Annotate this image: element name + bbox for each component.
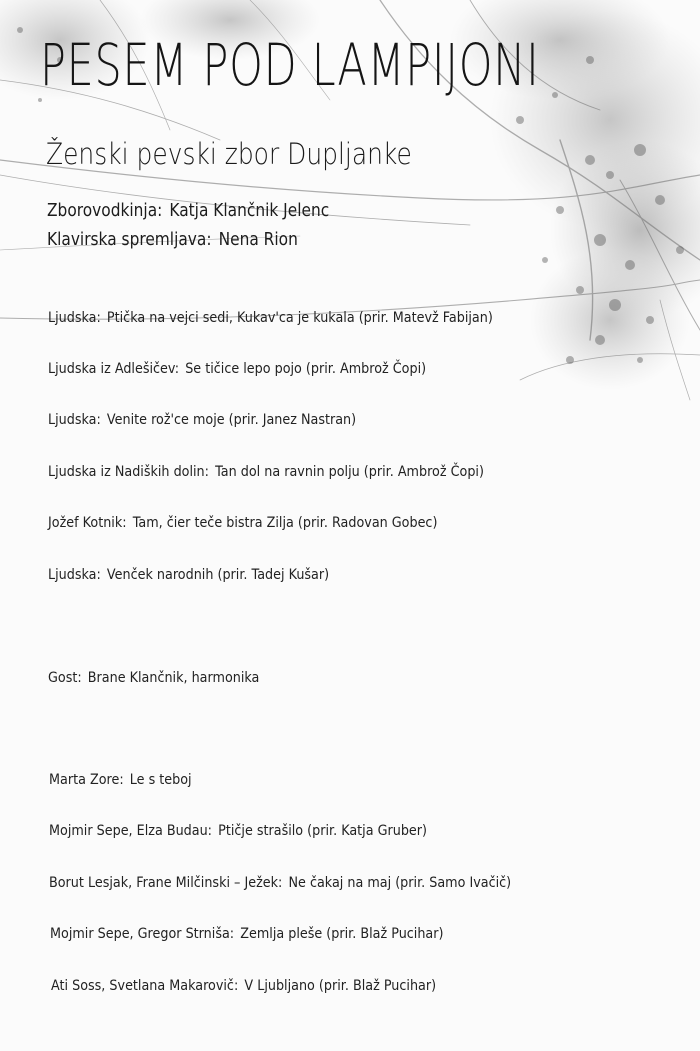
program-item-author: Ljudska iz Nadiških dolin: — [48, 464, 209, 480]
program-item-work: Ptička na vejci sedi, Kukav'ca je kukala (prir. Matevž Fabijan) — [106, 310, 493, 326]
program-item-work: Tan dol na ravnin polju (prir. Ambrož Čopi) — [215, 464, 484, 480]
credit-role: Zborovodkinja: — [47, 201, 163, 221]
program-item-author: Mojmir Sepe, Elza Budau: — [49, 823, 212, 839]
program-item-work: Zemlja pleše (prir. Blaž Pucihar) — [240, 926, 444, 942]
program-item — [49, 824, 427, 839]
credit-person: Katja Klančnik Jelenc — [169, 201, 330, 221]
program-item — [49, 773, 192, 788]
program-item-work: Se tičice lepo pojo (prir. Ambrož Čopi) — [185, 361, 427, 377]
program-item — [49, 876, 511, 891]
credit-person: Nena Rion — [218, 230, 298, 250]
program-item-author: Jožef Kotnik: — [48, 515, 127, 531]
program-item — [48, 516, 437, 531]
credit-role: Klavirska spremljava: — [47, 230, 212, 250]
program-item-work: Ptičje strašilo (prir. Katja Gruber) — [218, 823, 428, 839]
program-item-author: Ljudska: — [48, 310, 101, 326]
program-item-work: Brane Klančnik, harmonika — [87, 670, 260, 686]
program-item-work: Ne čakaj na maj (prir. Samo Ivačič) — [288, 875, 512, 891]
program-guest — [48, 671, 259, 686]
program-item — [51, 979, 436, 994]
program-item-work: Le s teboj — [129, 772, 192, 788]
program-title: PESEM POD LAMPIJONI — [40, 31, 540, 99]
program-item — [50, 927, 443, 942]
credit-piano — [47, 232, 298, 250]
program-item-work: Venite rož'ce moje (prir. Janez Nastran) — [106, 412, 357, 428]
credit-conductor — [47, 203, 329, 221]
program-item-work: Tam, čier teče bistra Zilja (prir. Radovan Gobec) — [132, 515, 438, 531]
program-item-author: Ljudska: — [48, 412, 101, 428]
program-item-work: V Ljubljano (prir. Blaž Pucihar) — [244, 978, 437, 994]
program-item — [48, 362, 426, 377]
program-item-work: Venček narodnih (prir. Tadej Kušar) — [106, 567, 330, 583]
program-item-author: Ati Soss, Svetlana Makarovič: — [51, 978, 239, 994]
program-item-author: Borut Lesjak, Frane Milčinski – Ježek: — [49, 875, 283, 891]
program-item — [48, 465, 484, 480]
program-item-author: Mojmir Sepe, Gregor Strniša: — [50, 926, 235, 942]
program-item-author: Ljudska iz Adlešičev: — [48, 361, 180, 377]
program-item-author: Ljudska: — [48, 567, 101, 583]
program-item — [48, 568, 329, 583]
program-item-author: Gost: — [48, 670, 82, 686]
program-item-author: Marta Zore: — [49, 772, 124, 788]
choir-name: Ženski pevski zbor Dupljanke — [46, 137, 412, 171]
program-item — [48, 311, 493, 326]
program-item — [48, 413, 356, 428]
